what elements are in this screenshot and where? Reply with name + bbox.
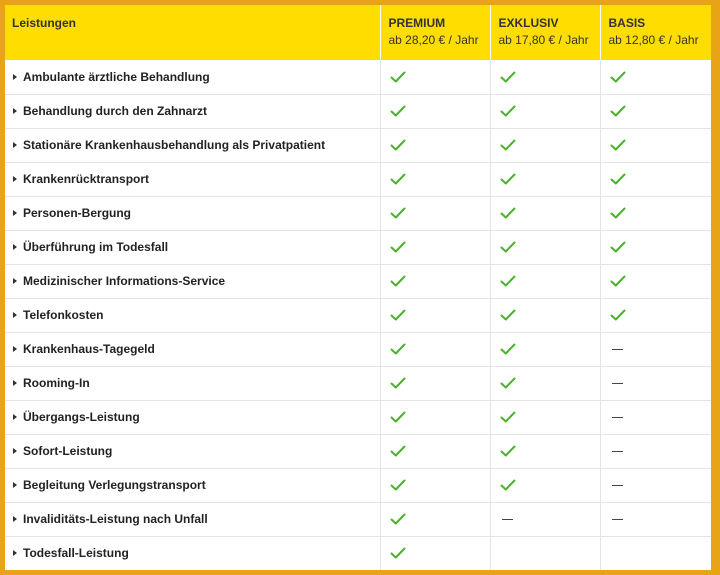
coverage-cell-premium — [380, 264, 490, 298]
check-icon — [390, 343, 406, 355]
table-row[interactable] — [5, 230, 711, 264]
table-row[interactable] — [5, 332, 711, 366]
coverage-cell-basis — [600, 128, 711, 162]
plan-header-exklusiv — [490, 5, 600, 60]
benefit-cell[interactable] — [5, 400, 380, 434]
check-icon — [390, 207, 406, 219]
check-icon — [610, 207, 626, 219]
coverage-cell-basis — [600, 468, 711, 502]
check-icon — [390, 71, 406, 83]
benefit-label: Telefonkosten — [23, 308, 104, 322]
check-icon — [500, 139, 516, 151]
benefit-cell[interactable] — [5, 230, 380, 264]
coverage-cell-premium — [380, 400, 490, 434]
check-icon — [500, 275, 516, 287]
check-icon — [500, 71, 516, 83]
plan-header-basis — [600, 5, 711, 60]
benefit-label: Krankenhaus-Tagegeld — [23, 342, 155, 356]
coverage-cell-exklusiv — [490, 332, 600, 366]
benefits-column-header: Leistungen — [5, 5, 380, 60]
coverage-cell-exklusiv — [490, 502, 600, 536]
benefit-label: Stationäre Krankenhausbehandlung als Privatpatient — [23, 138, 326, 152]
check-icon — [390, 479, 406, 491]
plan-price: ab 28,20 € / Jahr — [388, 33, 479, 47]
check-icon — [390, 513, 406, 525]
benefit-cell[interactable] — [5, 434, 380, 468]
coverage-cell-basis — [600, 434, 711, 468]
dash-icon — [502, 519, 513, 520]
check-icon — [390, 309, 406, 321]
table-row[interactable] — [5, 128, 711, 162]
coverage-cell-exklusiv — [490, 230, 600, 264]
check-icon — [500, 411, 516, 423]
coverage-cell-exklusiv — [490, 162, 600, 196]
expand-arrow-icon[interactable] — [13, 108, 17, 114]
table-header-row — [5, 5, 711, 60]
dash-icon — [612, 349, 623, 350]
coverage-cell-exklusiv — [490, 400, 600, 434]
check-icon — [610, 275, 626, 287]
check-icon — [390, 105, 406, 117]
table-row[interactable] — [5, 536, 711, 570]
expand-arrow-icon[interactable] — [13, 482, 17, 488]
table-row[interactable] — [5, 366, 711, 400]
benefit-cell[interactable] — [5, 502, 380, 536]
plan-price: ab 17,80 € / Jahr — [498, 33, 589, 47]
check-icon — [610, 139, 626, 151]
coverage-cell-basis — [600, 400, 711, 434]
check-icon — [390, 173, 406, 185]
coverage-cell-basis — [600, 162, 711, 196]
plan-header-premium — [380, 5, 490, 60]
expand-arrow-icon[interactable] — [13, 176, 17, 182]
table-row[interactable] — [5, 468, 711, 502]
check-icon — [390, 445, 406, 457]
coverage-cell-basis — [600, 502, 711, 536]
table-row[interactable] — [5, 264, 711, 298]
check-icon — [610, 173, 626, 185]
check-icon — [500, 105, 516, 117]
expand-arrow-icon[interactable] — [13, 346, 17, 352]
expand-arrow-icon[interactable] — [13, 550, 17, 556]
check-icon — [500, 479, 516, 491]
plan-name: PREMIUM — [388, 16, 446, 30]
check-icon — [390, 241, 406, 253]
coverage-cell-premium — [380, 536, 490, 570]
table-row[interactable] — [5, 94, 711, 128]
dash-icon — [612, 383, 623, 384]
benefit-label: Behandlung durch den Zahnarzt — [23, 104, 208, 118]
check-icon — [390, 275, 406, 287]
coverage-cell-basis — [600, 366, 711, 400]
expand-arrow-icon[interactable] — [13, 74, 17, 80]
check-icon — [390, 411, 406, 423]
coverage-cell-exklusiv — [490, 366, 600, 400]
check-icon — [390, 139, 406, 151]
plan-name: BASIS — [608, 16, 646, 30]
coverage-cell-basis — [600, 332, 711, 366]
comparison-table-frame — [5, 5, 711, 570]
coverage-cell-premium — [380, 332, 490, 366]
table-row[interactable] — [5, 60, 711, 94]
coverage-cell-exklusiv — [490, 94, 600, 128]
expand-arrow-icon[interactable] — [13, 312, 17, 318]
coverage-cell-premium — [380, 468, 490, 502]
coverage-cell-basis — [600, 230, 711, 264]
benefit-cell[interactable] — [5, 332, 380, 366]
benefit-label: Todesfall-Leistung — [23, 546, 129, 560]
check-icon — [610, 105, 626, 117]
check-icon — [500, 445, 516, 457]
expand-arrow-icon[interactable] — [13, 380, 17, 386]
expand-arrow-icon[interactable] — [13, 244, 17, 250]
coverage-cell-basis — [600, 196, 711, 230]
coverage-cell-premium — [380, 434, 490, 468]
plan-price: ab 12,80 € / Jahr — [608, 33, 699, 47]
check-icon — [500, 343, 516, 355]
coverage-cell-premium — [380, 128, 490, 162]
benefit-label: Krankenrücktransport — [23, 172, 150, 186]
coverage-cell-premium — [380, 366, 490, 400]
benefit-cell[interactable] — [5, 536, 380, 570]
benefit-cell[interactable] — [5, 94, 380, 128]
dash-icon — [612, 519, 623, 520]
expand-arrow-icon[interactable] — [13, 142, 17, 148]
coverage-cell-basis — [600, 264, 711, 298]
coverage-cell-exklusiv — [490, 468, 600, 502]
benefits-comparison-table — [5, 5, 711, 570]
coverage-cell-premium — [380, 196, 490, 230]
coverage-cell-premium — [380, 298, 490, 332]
coverage-cell-exklusiv — [490, 536, 600, 570]
benefit-cell[interactable] — [5, 366, 380, 400]
dash-icon — [612, 417, 623, 418]
table-row[interactable] — [5, 298, 711, 332]
dash-icon — [612, 451, 623, 452]
benefit-label: Übergangs-Leistung — [23, 410, 140, 424]
expand-arrow-icon[interactable] — [13, 448, 17, 454]
check-icon — [500, 377, 516, 389]
benefit-cell[interactable] — [5, 60, 380, 94]
table-row[interactable] — [5, 502, 711, 536]
check-icon — [500, 309, 516, 321]
coverage-cell-exklusiv — [490, 298, 600, 332]
check-icon — [500, 241, 516, 253]
benefit-cell[interactable] — [5, 162, 380, 196]
coverage-cell-premium — [380, 230, 490, 264]
coverage-cell-premium — [380, 162, 490, 196]
expand-arrow-icon[interactable] — [13, 278, 17, 284]
coverage-cell-basis — [600, 536, 711, 570]
coverage-cell-basis — [600, 60, 711, 94]
expand-arrow-icon[interactable] — [13, 210, 17, 216]
benefit-label: Medizinischer Informations-Service — [23, 274, 226, 288]
benefit-cell[interactable] — [5, 264, 380, 298]
benefit-label: Überführung im Todesfall — [23, 240, 169, 254]
benefit-label: Begleitung Verlegungstransport — [23, 478, 206, 492]
benefit-cell[interactable] — [5, 128, 380, 162]
benefit-cell[interactable] — [5, 468, 380, 502]
benefit-label: Sofort-Leistung — [23, 444, 113, 458]
benefit-cell[interactable] — [5, 298, 380, 332]
benefit-label: Personen-Bergung — [23, 206, 132, 220]
table-row[interactable] — [5, 400, 711, 434]
benefit-cell[interactable] — [5, 196, 380, 230]
coverage-cell-basis — [600, 94, 711, 128]
coverage-cell-exklusiv — [490, 196, 600, 230]
benefit-label: Ambulante ärztliche Behandlung — [23, 69, 210, 84]
benefit-label: Rooming-In — [23, 376, 90, 390]
table-row[interactable] — [5, 162, 711, 196]
coverage-cell-exklusiv — [490, 434, 600, 468]
coverage-cell-premium — [380, 60, 490, 94]
dash-icon — [612, 485, 623, 486]
coverage-cell-basis — [600, 298, 711, 332]
coverage-cell-exklusiv — [490, 128, 600, 162]
coverage-cell-exklusiv — [490, 60, 600, 94]
check-icon — [610, 241, 626, 253]
benefit-label: Invaliditäts-Leistung nach Unfall — [23, 512, 208, 526]
check-icon — [610, 71, 626, 83]
table-row[interactable] — [5, 434, 711, 468]
check-icon — [390, 547, 406, 559]
check-icon — [500, 173, 516, 185]
check-icon — [610, 309, 626, 321]
expand-arrow-icon[interactable] — [13, 516, 17, 522]
table-row[interactable] — [5, 196, 711, 230]
benefits-table-body — [5, 60, 711, 570]
check-icon — [500, 207, 516, 219]
check-icon — [390, 377, 406, 389]
coverage-cell-premium — [380, 94, 490, 128]
expand-arrow-icon[interactable] — [13, 414, 17, 420]
coverage-cell-premium — [380, 502, 490, 536]
plan-name: EXKLUSIV — [498, 16, 559, 30]
coverage-cell-exklusiv — [490, 264, 600, 298]
